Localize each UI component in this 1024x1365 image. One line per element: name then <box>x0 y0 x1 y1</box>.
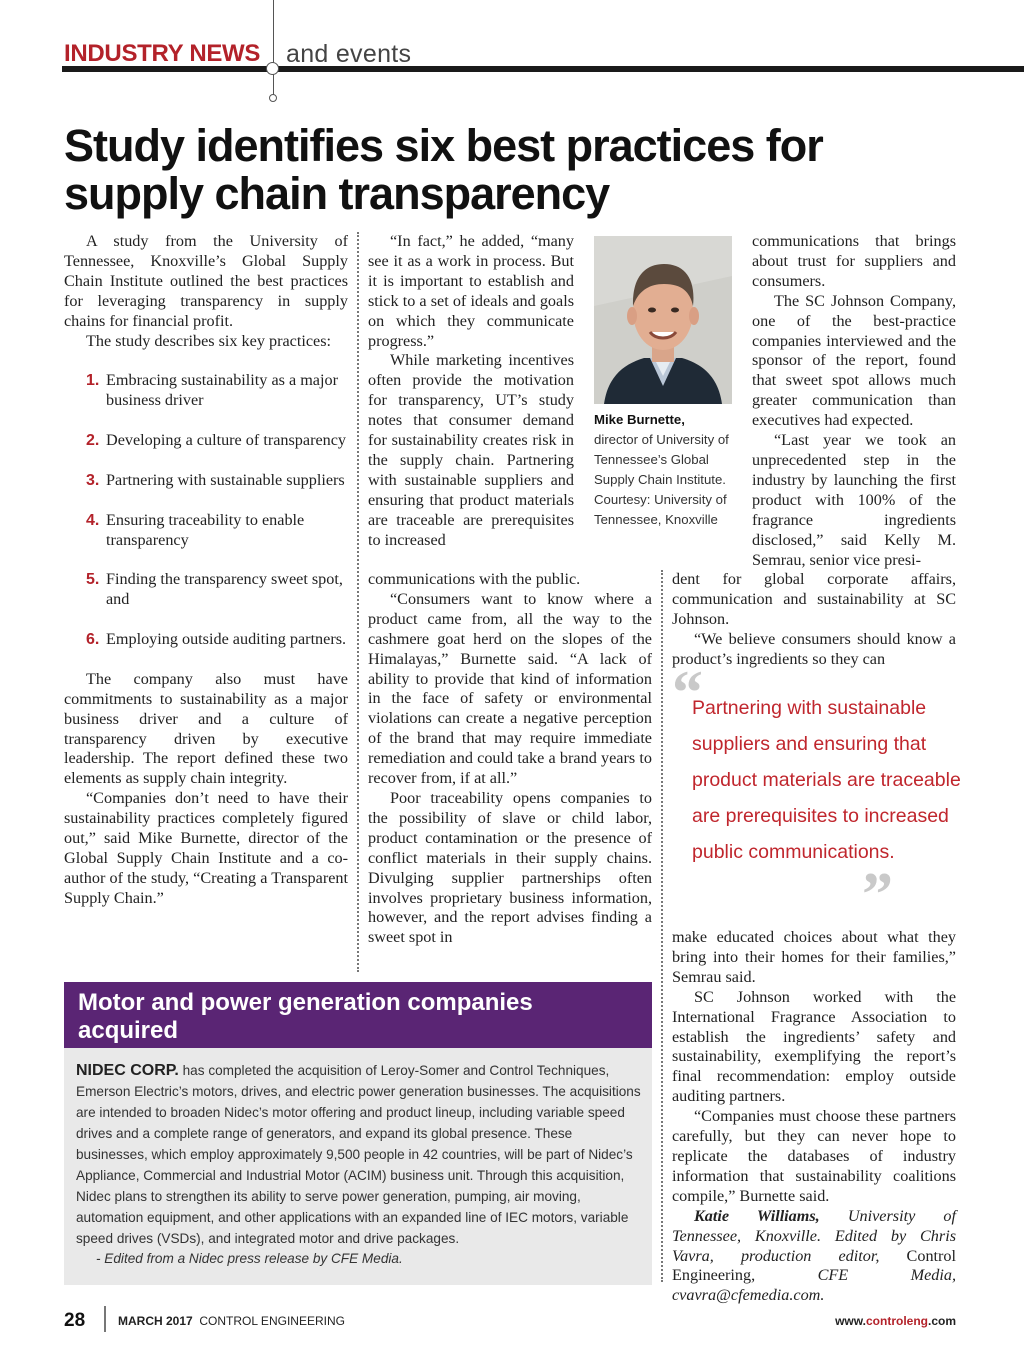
list-item <box>64 431 348 451</box>
section-label: INDUSTRY NEWS <box>64 40 261 67</box>
paragraph: The company also must have commitments to sustainability as a major business driver and a culture of transparency driven by executive leadership. The report defined these two elements as supply chain integrity. <box>64 669 348 788</box>
footer-issue <box>118 1314 345 1328</box>
issue-date: MARCH 2017 <box>118 1314 193 1328</box>
paragraph: SC Johnson worked with the International Fragrance Association to establish the ingredients’ safety and sustainability, exemplifying the report’s final recommendation: employ outside auditing partners. <box>672 987 956 1106</box>
url-suffix: .com <box>927 1314 956 1328</box>
paragraph: “Companies must choose these partners carefully, but they can never hope to replicate the databases of industry information that sustainability coalitions compile,” Burnette said. <box>672 1107 956 1205</box>
list-item <box>64 371 348 411</box>
credit-publication: Control Engineering, <box>672 1246 957 1285</box>
list-item <box>64 511 348 551</box>
list-item <box>64 471 348 491</box>
paragraph: A study from the University of Tennessee, Knoxville’s Global Supply Chain Institute outlined the best practices for leveraging transparency in supply chains for financial profit. <box>64 232 348 330</box>
portrait-image <box>594 236 732 404</box>
paragraph: make educated choices about what they bring into their homes for their families,” Semrau said. <box>672 928 956 986</box>
page-number: 28 <box>64 1310 86 1331</box>
pull-quote: Partnering with sustainable suppliers and ensuring that product materials are traceable are prerequisites to increased public communications. <box>692 697 961 863</box>
news-brief-title: Motor and power generation companies acquired <box>78 989 533 1044</box>
credit-author: Katie Williams, <box>694 1206 820 1225</box>
article-column-3-end <box>672 928 956 1306</box>
paragraph: dent for global corporate affairs, communication and sustainability at SC Johnson. <box>672 570 956 628</box>
list-number: 4. <box>86 511 100 529</box>
list-number: 2. <box>86 432 100 450</box>
paragraph: communications with the public. <box>368 570 581 588</box>
list-text: Developing a culture of transparency <box>106 431 347 450</box>
practices-list <box>64 371 348 650</box>
list-item <box>64 570 348 610</box>
list-number: 1. <box>86 372 100 390</box>
paragraph: “Companies don’t need to have their sustainability practices completely figured out,” said Mike Burnette, director of the Global Supply Chain Institute and a co-author of the study, “Creating a Transparent Supply Chain.” <box>64 789 348 907</box>
list-text: Finding the transparency sweet spot, and <box>106 570 343 609</box>
paragraph: “In fact,” he added, “many see it as a work in process. But it is important to establish and stick to a set of ideals and goals on which they communicate progress.” <box>368 232 574 350</box>
header-divider <box>273 0 274 100</box>
url-prefix: www. <box>835 1314 866 1328</box>
paragraph: “Last year we took an unprecedented step in the industry by launching the first product with 100% of the fragrance ingredients disclosed,” said Kelly M. Semrau, senior vice presi- <box>752 431 956 569</box>
paragraph: “We believe consumers should know a product’s ingredients so they can <box>672 629 956 668</box>
paragraph: “Consumers want to know where a product came from, all the way to the cashmere goat herd on the slopes of the Himalayas,” Burnette said. “A lack of ability to provide that kind of information in the face of safety or environmental violations can create a negative perception of the brand that may require immediate remediation and could take a brand years to recover from, if at all.” <box>368 589 652 788</box>
article-column-2-continued <box>368 570 652 948</box>
open-quote-icon: “ <box>672 659 703 727</box>
caption-name: Mike Burnette, <box>594 412 685 427</box>
news-brief-credit: - Edited from a Nidec press release by CFE Media. <box>96 1251 403 1266</box>
publication-name: CONTROL ENGINEERING <box>199 1314 345 1328</box>
paragraph: While marketing incentives often provide the motivation for transparency, UT’s study notes that consumer demand for sustainability creates risk in the supply chain. Partnering with sustainable suppliers and ensuring that product materials are traceable are prerequisites to increased <box>368 351 574 549</box>
close-quote-icon: ” <box>862 861 893 929</box>
photo-caption <box>594 410 744 530</box>
column-separator <box>357 232 359 972</box>
paragraph: communications that brings about trust for suppliers and consumers. <box>752 232 956 290</box>
caption-text: director of University of Tennessee’s Global Supply Chain Institute. Courtesy: University of Tennessee, Knoxville <box>594 432 729 527</box>
list-number: 5. <box>86 571 100 589</box>
article-column-3-continued <box>672 570 956 670</box>
paragraph: Poor traceability opens companies to the possibility of slave or child labor, product contamination or the presence of conflict materials in their supply chains. Divulging supplier partnerships often involves proprietary business information, however, and the report advises finding a sweet spot in <box>368 788 652 947</box>
news-brief-text: has completed the acquisition of Leroy-Somer and Control Techniques, Emerson Electric’s motors, drives, and electric power generation businesses. The acquisitions are intended to broaden Nidec’s motor offering and product lineup, including variable speed drives and a complete range of generators, and expand its global presence. These businesses, which employ approximately 9,500 people in 42 countries, will be part of Nidec’s Appliance, Commercial and Industrial Motor (ACIM) business unit. Through this acquisition, Nidec plans to strengthen its ability to serve power generation, pumping, air moving, automation equipment, and other applications with an expanded line of IEC motors, variable speed drives (VSDs), and integrated motor and drive packages. <box>76 1063 641 1246</box>
news-brief-body <box>76 1060 644 1249</box>
list-number: 3. <box>86 471 100 489</box>
author-photo <box>594 236 732 404</box>
paragraph: The SC Johnson Company, one of the best-practice companies interviewed and the sponsor of the report, found that sweet spot allows much greater communication than executives had expected. <box>752 291 956 430</box>
paragraph: The study describes six key practices: <box>86 331 331 350</box>
article-column-2 <box>368 232 574 551</box>
subsection-label: and events <box>286 40 412 68</box>
author-credit <box>672 1207 956 1307</box>
url-domain: controleng <box>865 1314 928 1328</box>
credit-role: production editor, <box>740 1246 880 1265</box>
list-text: Employing outside auditing partners. <box>106 630 347 649</box>
credit-contact: CFE Media, cvavra@cfemedia.com. <box>672 1266 956 1305</box>
article-column-3 <box>752 232 956 570</box>
list-text: Embracing sustainability as a major business driver <box>106 371 338 410</box>
list-text: Partnering with sustainable suppliers <box>106 470 345 489</box>
article-column-1 <box>64 232 348 909</box>
list-text: Ensuring traceability to enable transparency <box>106 510 305 549</box>
list-number: 6. <box>86 631 100 649</box>
column-separator <box>661 570 663 1282</box>
news-brief-lead: NIDEC CORP. <box>76 1062 179 1079</box>
website-link[interactable] <box>760 1314 956 1328</box>
credit-affiliation: University of Tennessee, Knoxville. Edited by Chris Vavra, <box>672 1206 956 1265</box>
list-item <box>64 630 348 650</box>
header-divider-circle-icon <box>266 62 279 75</box>
article-headline: Study identifies six best practices for supply chain transparency <box>64 120 823 219</box>
header-divider-dot-icon <box>269 94 277 102</box>
footer-divider <box>104 1306 106 1332</box>
